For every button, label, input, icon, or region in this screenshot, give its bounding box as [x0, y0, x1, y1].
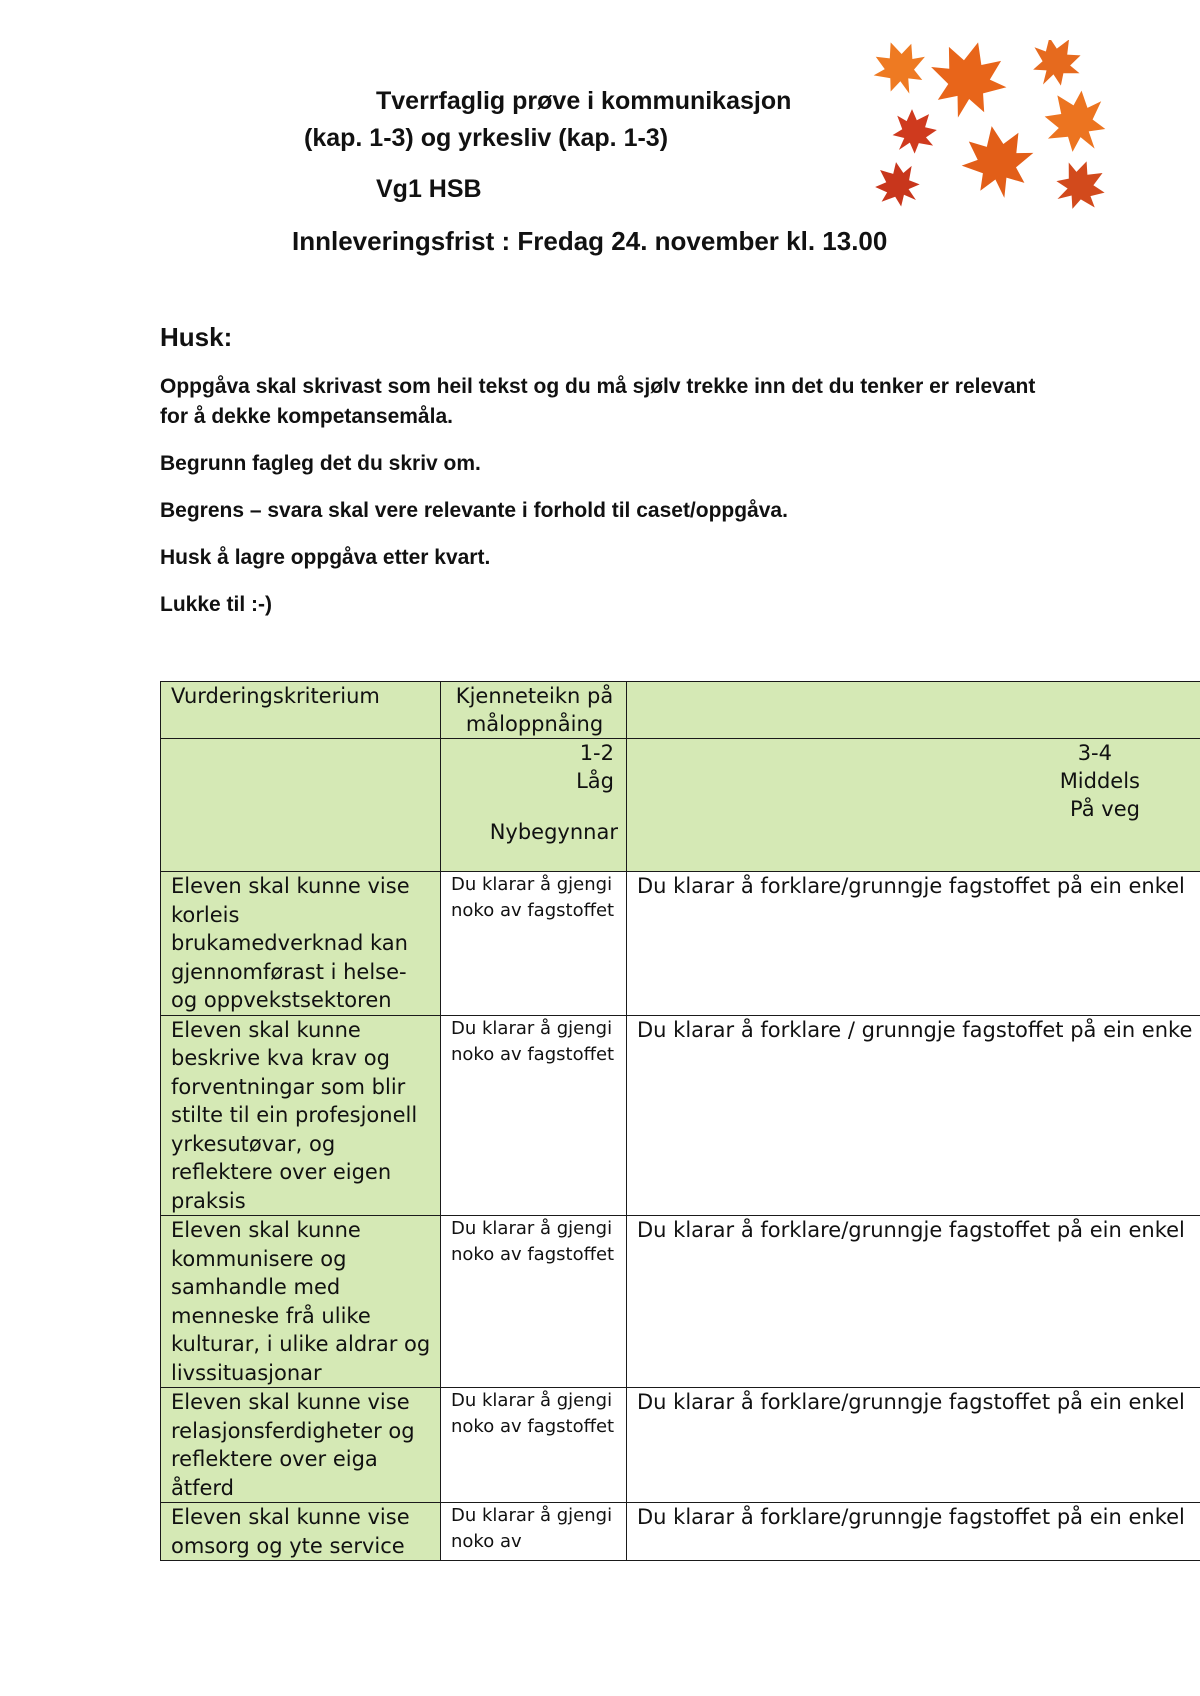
leaf-icon — [1044, 150, 1108, 210]
level-mid-range: 3-4 — [1077, 741, 1112, 765]
table-row — [161, 1388, 1200, 1503]
table-row — [161, 1216, 1200, 1388]
mid-level-cell: Du klarar å forklare / grunngje fagstoffet på ein enke — [627, 1015, 1200, 1216]
col-header-empty — [627, 682, 1200, 739]
level-low-label: Låg — [576, 769, 614, 793]
mid-level-cell: Du klarar å forklare/grunngje fagstoffet på ein enkel — [627, 1216, 1200, 1388]
table-row — [161, 1503, 1200, 1561]
criterion-cell: Eleven skal kunne vise relasjonsferdigheter og reflektere over eiga åtferd — [161, 1388, 441, 1503]
reminder-item: Husk å lagre oppgåva etter kvart. — [160, 546, 491, 569]
col-header-indicators: Kjenneteikn på måloppnåing — [441, 682, 627, 739]
leaf-icon — [881, 99, 947, 165]
autumn-leaves-image — [868, 40, 1108, 210]
leaf-icon — [868, 40, 935, 103]
mid-level-cell: Du klarar å forklare/grunngje fagstoffet på ein enkel — [627, 1388, 1200, 1503]
level-mid-cell — [627, 739, 1200, 872]
low-level-cell: Du klarar å gjengi noko av fagstoffet — [441, 1216, 627, 1388]
col-header-criterion: Vurderingskriterium — [161, 682, 441, 739]
reminder-list — [160, 372, 1060, 637]
low-level-cell: Du klarar å gjengi noko av — [441, 1503, 627, 1561]
reminder-item: Oppgåva skal skrivast som heil tekst og du må sjølv trekke inn det du tenker er relevant for å dekke kompetansemåla. — [160, 375, 1036, 428]
leaf-icon — [1020, 40, 1091, 98]
table-row — [161, 1015, 1200, 1216]
table-level-row — [161, 739, 1200, 872]
level-mid-label: Middels — [1059, 769, 1140, 793]
leaf-icon — [868, 152, 931, 210]
leaf-icon — [920, 40, 1016, 128]
level-row-blank — [161, 739, 441, 872]
level-low-range: 1-2 — [579, 741, 614, 765]
criterion-cell: Eleven skal kunne kommunisere og samhandle med menneske frå ulike kulturar, i ulike aldrar og livssituasjonar — [161, 1216, 441, 1388]
low-level-cell: Du klarar å gjengi noko av fagstoffet — [441, 1015, 627, 1216]
assessment-rubric-table — [160, 681, 1200, 1561]
leaf-icon — [956, 120, 1040, 204]
criterion-cell: Eleven skal kunne vise korleis brukamedverknad kan gjennomførast i helse- og oppvekstsektoren — [161, 872, 441, 1016]
leaf-icon — [1031, 77, 1108, 168]
criterion-cell: Eleven skal kunne beskrive kva krav og forventningar som blir stilte til ein profesjonell yrkesutøvar, og reflektere over eigen praksis — [161, 1015, 441, 1216]
reminder-item: Lukke til :-) — [160, 593, 273, 616]
class-name: Vg1 HSB — [376, 175, 482, 203]
reminder-heading: Husk: — [160, 322, 233, 352]
level-low-sublabel: Nybegynnar — [489, 820, 618, 844]
deadline: Innleveringsfrist : Fredag 24. november kl. 13.00 — [292, 226, 888, 256]
reminder-item: Begrens – svara skal vere relevante i forhold til caset/oppgåva. — [160, 499, 788, 522]
level-mid-sublabel: På veg — [1070, 797, 1140, 821]
level-low-cell — [441, 739, 627, 872]
reminder-item: Begrunn fagleg det du skriv om. — [160, 452, 481, 475]
low-level-cell: Du klarar å gjengi noko av fagstoffet — [441, 872, 627, 1016]
title-line-1: Tverrfaglig prøve i kommunikasjon — [376, 87, 792, 115]
criterion-cell: Eleven skal kunne vise omsorg og yte service — [161, 1503, 441, 1561]
low-level-cell: Du klarar å gjengi noko av fagstoffet — [441, 1388, 627, 1503]
title-line-2: (kap. 1-3) og yrkesliv (kap. 1-3) — [304, 124, 669, 152]
mid-level-cell: Du klarar å forklare/grunngje fagstoffet på ein enkel — [627, 1503, 1200, 1561]
table-row — [161, 872, 1200, 1016]
table-header-row — [161, 682, 1200, 739]
mid-level-cell: Du klarar å forklare/grunngje fagstoffet på ein enkel — [627, 872, 1200, 1016]
